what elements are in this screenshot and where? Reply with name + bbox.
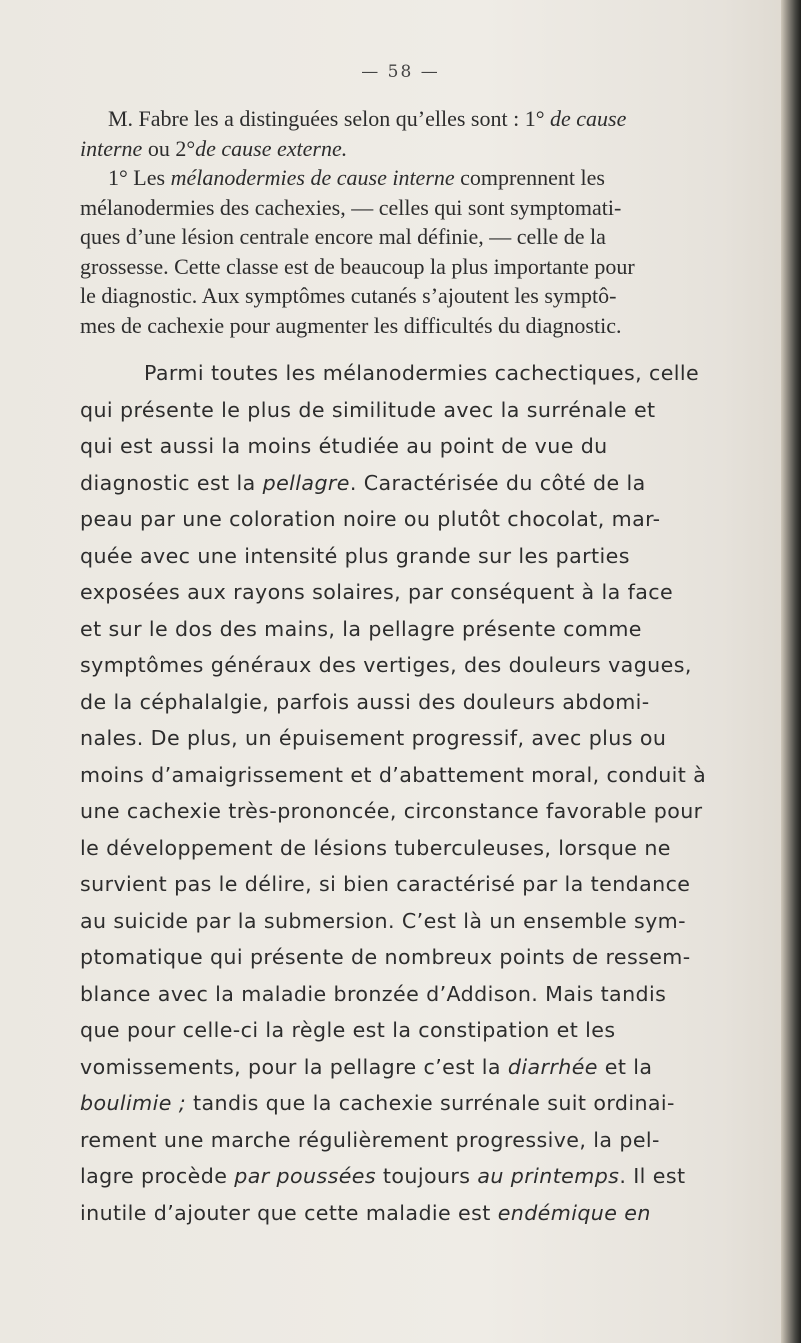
binding-edge: [781, 0, 801, 1343]
text-line: M. Fabre les a distinguées selon qu’elles sont : 1° de cause: [108, 106, 627, 131]
text-line: quée avec une intensité plus grande sur les parties: [80, 543, 630, 568]
text-line: diagnostic est la pellagre. Caractérisée du côté de la: [80, 470, 646, 495]
text-line: le développement de lésions tuberculeuses, lorsque ne: [80, 835, 671, 860]
text-line: symptômes généraux des vertiges, des douleurs vagues,: [80, 653, 692, 677]
text-line: et sur le dos des mains, la pellagre présente comme: [80, 616, 642, 641]
text-line: au suicide par la submersion. C’est là un ensemble sym-: [80, 908, 686, 933]
text-line: inutile d’ajouter que cette maladie est endémique en: [80, 1200, 651, 1225]
text-line: Parmi toutes les mélanodermies cachectiques, celle: [144, 361, 700, 385]
text-line: exposées aux rayons solaires, par conséquent à la face: [80, 580, 674, 604]
paragraph-classification: [80, 104, 766, 340]
text-line: qui est aussi la moins étudiée au point de vue du: [80, 434, 608, 458]
text-line: mes de cachexie pour augmenter les difficultés du diagnostic.: [80, 312, 622, 338]
text-line: interne ou 2°de cause externe.: [80, 135, 348, 161]
text-line: grossesse. Cette classe est de beaucoup la plus importante pour: [80, 253, 635, 279]
text-line: de la céphalalgie, parfois aussi des douleurs abdomi-: [80, 689, 650, 714]
text-line: mélanodermies des cachexies, — celles qui sont symptomati-: [80, 194, 622, 220]
paragraph-pellagre: [80, 355, 766, 1231]
text-line: survient pas le délire, si bien caractérisé par la tendance: [80, 872, 691, 896]
text-line: 1° Les mélanodermies de cause interne comprennent les: [108, 165, 605, 190]
text-line: rement une marche régulièrement progressive, la pel-: [80, 1127, 660, 1152]
text-line: boulimie ; tandis que la cachexie surrénale suit ordinai-: [80, 1091, 675, 1115]
text-line: que pour celle-ci la règle est la constipation et les: [80, 1018, 616, 1042]
text-line: vomissements, pour la pellagre c’est la diarrhée et la: [80, 1054, 653, 1079]
text-line: peau par une coloration noire ou plutôt chocolat, mar-: [80, 507, 661, 531]
text-line: ques d’une lésion centrale encore mal définie, — celle de la: [80, 224, 606, 249]
text-line: moins d’amaigrissement et d’abattement moral, conduit à: [80, 762, 707, 787]
text-line: blance avec la maladie bronzée d’Addison. Mais tandis: [80, 981, 667, 1006]
text-line: ptomatique qui présente de nombreux points de ressem-: [80, 945, 691, 969]
text-line: le diagnostic. Aux symptômes cutanés s’ajoutent les symptô-: [80, 283, 617, 308]
text-line: lagre procède par poussées toujours au printemps. Il est: [80, 1164, 686, 1188]
text-line: nales. De plus, un épuisement progressif, avec plus ou: [80, 726, 667, 750]
page-number: — 58 —: [361, 62, 440, 82]
text-line: une cachexie très-prononcée, circonstance favorable pour: [80, 799, 703, 823]
text-line: qui présente le plus de similitude avec la surrénale et: [80, 397, 656, 422]
